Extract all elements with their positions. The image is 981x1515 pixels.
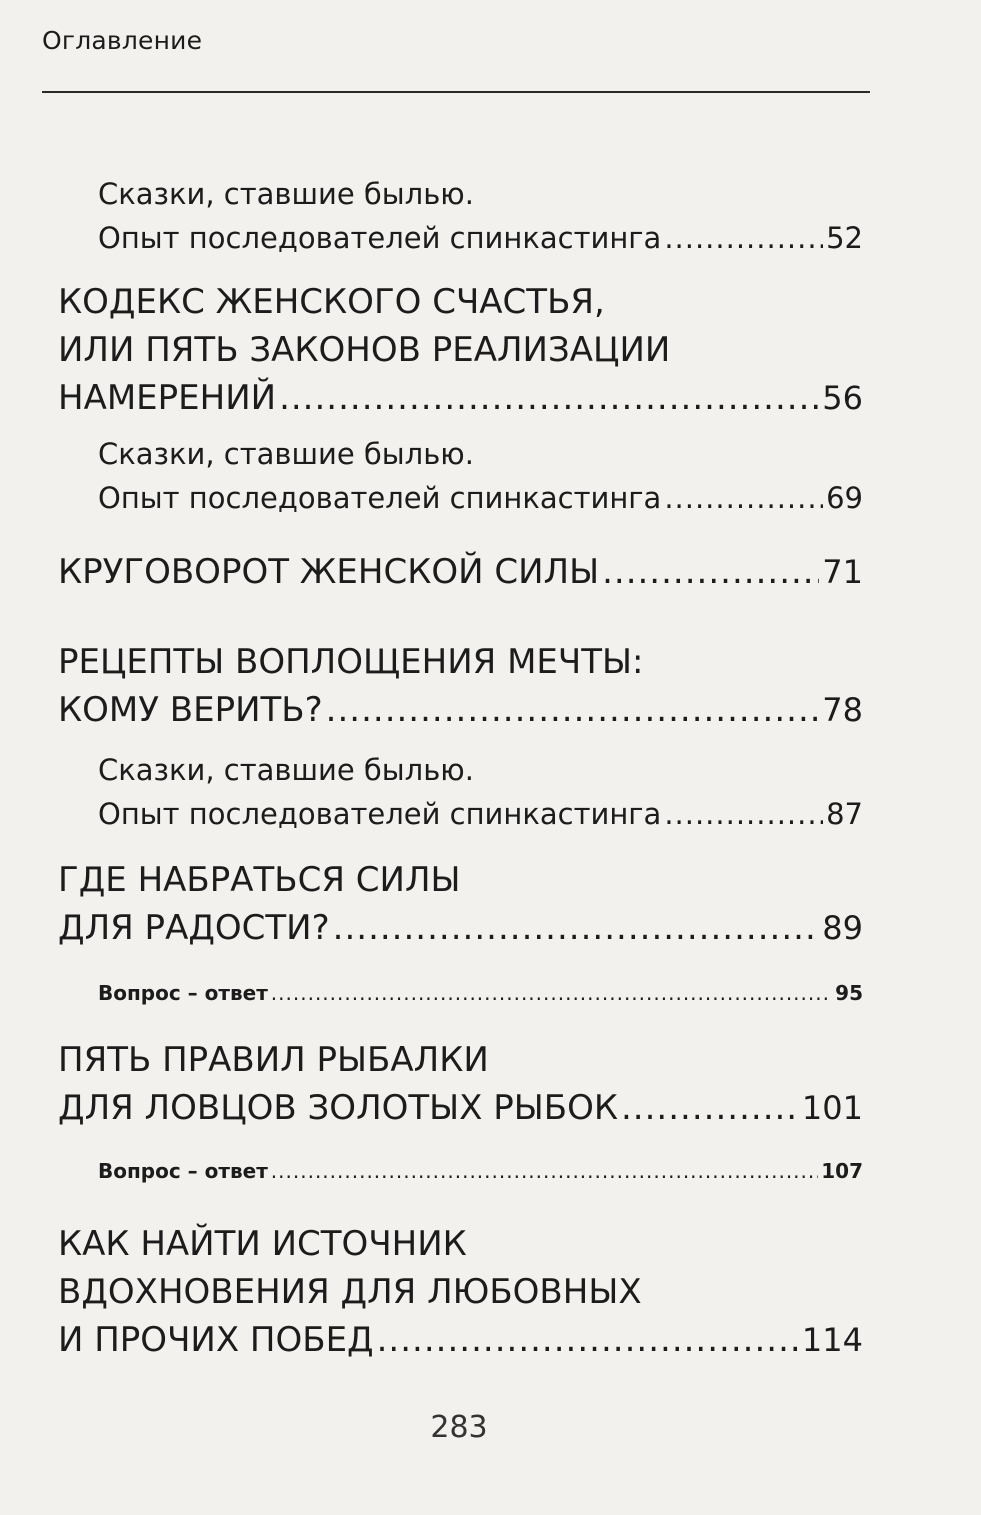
toc-page-number: 69 [826,481,863,515]
toc-entry-title: КОМУ ВЕРИТЬ? [58,690,323,730]
toc-entry-title: ДЛЯ ЛОВЦОВ ЗОЛОТЫХ РЫБОК [58,1088,618,1128]
header-rule [42,91,870,93]
toc-entry-title: ДЛЯ РАДОСТИ? [58,908,330,948]
page-number: 283 [430,1410,488,1445]
toc-entry-title: Опыт последователей спинкастинга [98,221,662,255]
toc-entry-line: ИЛИ ПЯТЬ ЗАКОНОВ РЕАЛИЗАЦИИ [58,330,671,370]
toc-entry-title: Вопрос – ответ [98,1159,268,1183]
toc-entry-title: НАМЕРЕНИЙ [58,378,277,418]
toc-entry-title: Опыт последователей спинкастинга [98,481,662,515]
toc-entry-chapter[interactable] [58,638,863,734]
toc-page-number: 101 [801,1089,863,1127]
toc-entry-subsection[interactable] [98,748,863,836]
toc-entry-qa[interactable] [98,978,863,1008]
toc-entry-chapter[interactable] [58,548,863,596]
toc-page-number: 52 [826,221,863,255]
toc-page-number: 107 [821,1159,863,1183]
toc-entry-line: Сказки, ставшие былью. [98,753,474,787]
toc-entry-chapter[interactable] [58,856,863,952]
dot-leader [602,548,819,596]
dot-leader [271,1156,818,1186]
toc-entry-line: КОДЕКС ЖЕНСКОГО СЧАСТЬЯ, [58,282,605,322]
toc-page-number: 71 [822,553,863,591]
toc-entry-subsection[interactable] [98,432,863,520]
toc-entry-line: РЕЦЕПТЫ ВОПЛОЩЕНИЯ МЕЧТЫ: [58,642,644,682]
toc-entry-line: Сказки, ставшие былью. [98,177,474,211]
toc-entry-title: Вопрос – ответ [98,981,268,1005]
dot-leader [271,978,832,1008]
dot-leader [664,216,823,260]
dot-leader [333,904,820,952]
toc-entry-line: КАК НАЙТИ ИСТОЧНИК [58,1224,467,1264]
dot-leader [664,792,823,836]
toc-entry-chapter[interactable] [58,1220,863,1364]
running-head: Оглавление [42,26,203,55]
toc-entry-subsection[interactable] [98,172,863,260]
toc-page-number: 56 [822,379,863,417]
dot-leader [326,686,820,734]
dot-leader [664,476,823,520]
dot-leader [377,1316,799,1364]
dot-leader [279,374,819,422]
toc-page-number: 78 [822,691,863,729]
toc-entry-qa[interactable] [98,1156,863,1186]
toc-page-number: 114 [801,1321,863,1359]
toc-entry-line: ВДОХНОВЕНИЯ ДЛЯ ЛЮБОВНЫХ [58,1272,642,1312]
toc-entry-title: КРУГОВОРОТ ЖЕНСКОЙ СИЛЫ [58,552,600,592]
toc-page-number: 87 [826,797,863,831]
toc-entry-line: ГДЕ НАБРАТЬСЯ СИЛЫ [58,860,461,900]
toc-entry-line: ПЯТЬ ПРАВИЛ РЫБАЛКИ [58,1040,489,1080]
toc-entry-chapter[interactable] [58,278,863,422]
toc-entry-title: Опыт последователей спинкастинга [98,797,662,831]
toc-entry-chapter[interactable] [58,1036,863,1132]
toc-page-number: 89 [822,909,863,947]
toc-entry-title: И ПРОЧИХ ПОБЕД [58,1320,374,1360]
toc-entry-line: Сказки, ставшие былью. [98,437,474,471]
toc-page-number: 95 [835,981,863,1005]
dot-leader [621,1084,799,1132]
